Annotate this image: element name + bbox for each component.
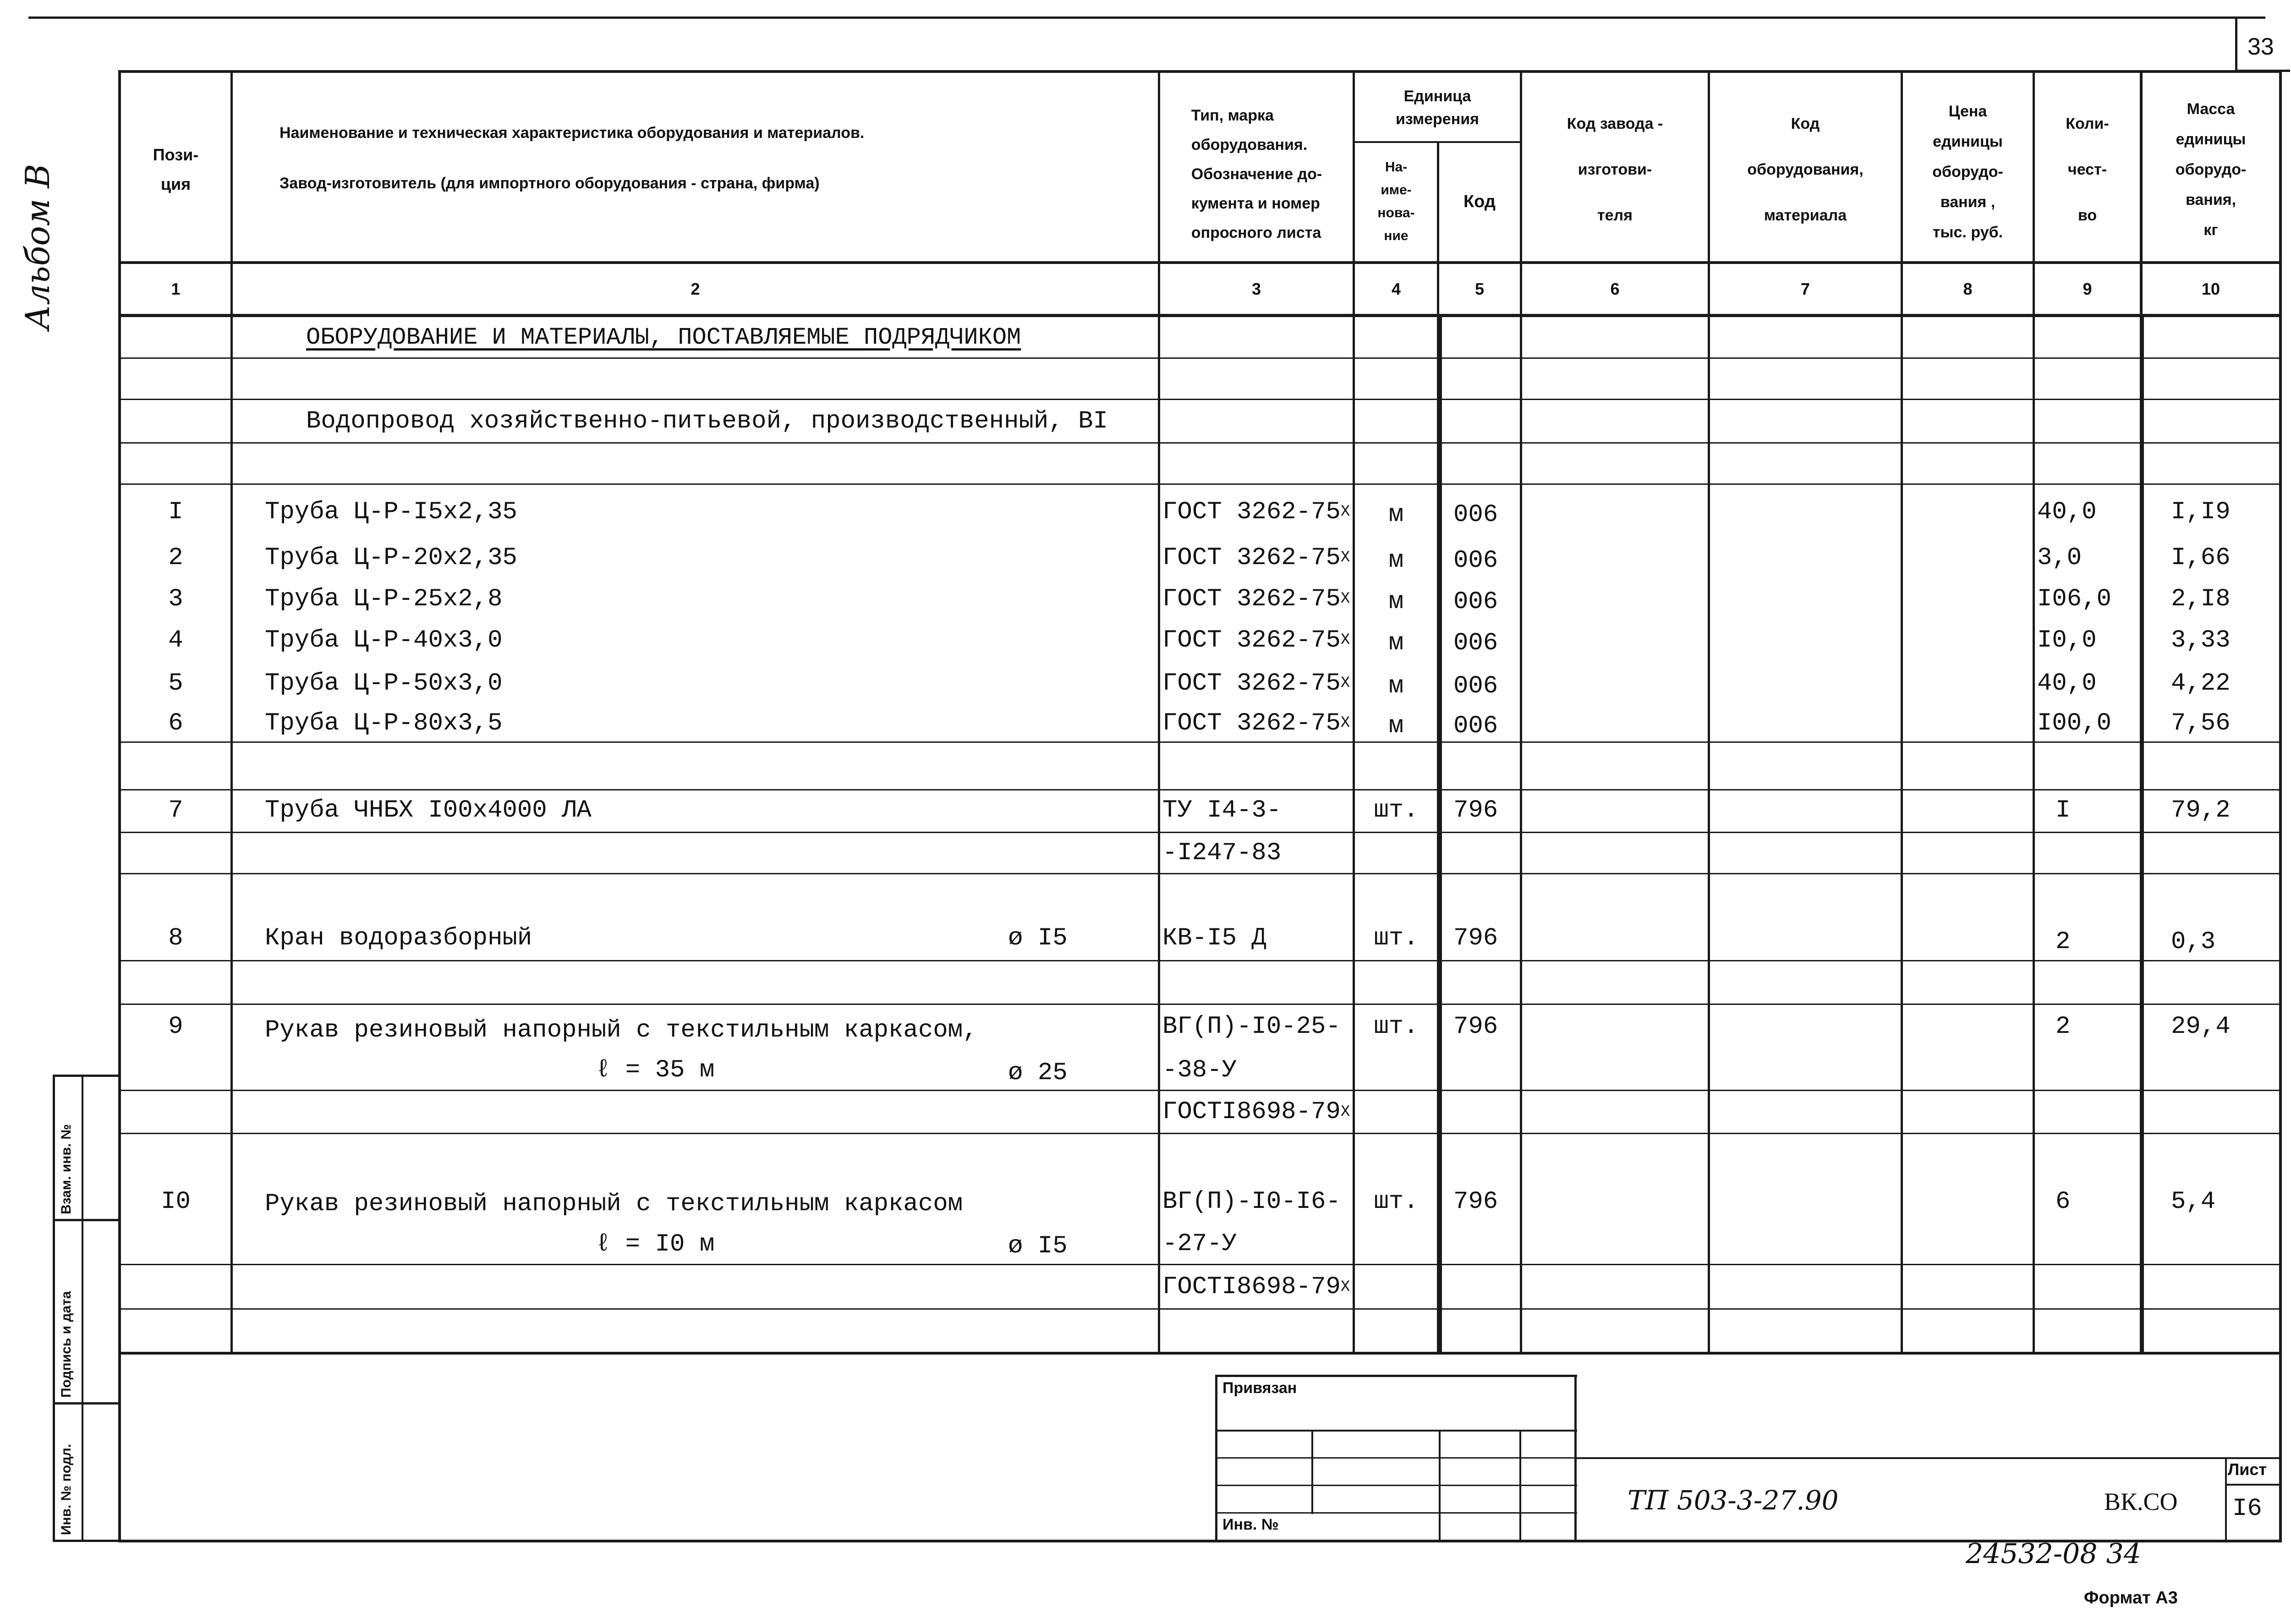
row-unit: м	[1388, 712, 1404, 740]
row-code: 796	[1453, 1012, 1498, 1041]
section-title: ОБОРУДОВАНИЕ И МАТЕРИАЛЫ, ПОСТАВЛЯЕМЫЕ ПОДРЯДЧИКОМ	[306, 324, 1021, 351]
row-quantity: I	[2055, 796, 2071, 824]
row-type: ГОСТ 3262-75 X	[1162, 585, 1350, 613]
row-unit: м	[1388, 672, 1404, 700]
row-code: 006	[1453, 546, 1498, 575]
row-type-cont: -38-У	[1162, 1056, 1237, 1084]
side-label-original-inv: Инв. № подл.	[59, 1443, 74, 1535]
row-position: 8	[168, 924, 183, 952]
row-quantity: 40,0	[2037, 498, 2097, 526]
row-name: Труба Ц-Р-25x2,8	[265, 585, 503, 613]
header-price: Цена единицы оборудо- вания , тыс. руб.	[1932, 103, 2003, 241]
row-mass: 29,4	[2171, 1012, 2231, 1041]
row-mass: 3,33	[2171, 626, 2231, 654]
row-position: I	[168, 498, 183, 526]
album-label: Альбом В	[18, 164, 57, 330]
row-length: ℓ = 35 м	[596, 1056, 715, 1084]
page-number-box-left	[2235, 16, 2237, 71]
sheet-label: Лист	[2228, 1460, 2267, 1479]
row-quantity: 3,0	[2037, 543, 2082, 572]
column-number: 4	[1391, 279, 1401, 298]
row-name: Кран водоразборный	[265, 924, 532, 952]
archive-number: 24532-08 34	[1966, 1538, 2141, 1570]
row-name: Труба Ц-Р-40x3,0	[265, 626, 503, 654]
header-unit-group: Единица измерения	[1396, 88, 1479, 128]
row-type-gost: ГОСТI8698-79 X	[1162, 1273, 1350, 1301]
row-type: ГОСТ 3262-75 X	[1162, 543, 1350, 572]
header-type: Тип, марка оборудования. Обозначение до- кумента и номер опросного листа	[1191, 107, 1322, 241]
side-label-replaced-inv: Взам. инв. №	[59, 1124, 74, 1214]
row-mass: 0,3	[2171, 928, 2216, 956]
stamp-privyazan: Привязан	[1222, 1379, 1297, 1397]
row-code: 796	[1453, 924, 1498, 952]
sheet-number: I6	[2232, 1495, 2262, 1523]
row-position: 4	[168, 626, 183, 654]
sheet-code: ВК.СО	[2104, 1488, 2178, 1515]
row-code: 006	[1453, 629, 1498, 657]
row-name: Рукав резиновый напорный с текстильным каркасом,	[265, 1016, 978, 1044]
row-quantity: I06,0	[2037, 585, 2112, 613]
row-position: 5	[168, 669, 183, 697]
row-mass: 5,4	[2171, 1188, 2216, 1216]
header-mass: Масса единицы оборудо- вания, кг	[2175, 100, 2247, 239]
row-unit: м	[1388, 500, 1404, 529]
row-code: 006	[1453, 712, 1498, 740]
subsection-title: Водопровод хозяйственно-питьевой, производственный, BI	[306, 407, 1108, 435]
header-name: Наименование и техническая характеристика оборудования и материалов. Завод-изготовитель (для импортного оборудования - страна, фирма)	[280, 124, 865, 192]
row-quantity: I00,0	[2037, 709, 2112, 737]
row-length: ℓ = I0 м	[596, 1230, 715, 1258]
column-number: 3	[1251, 279, 1261, 298]
row-name: Труба Ц-Р-50x3,0	[265, 669, 503, 697]
row-mass: I,I9	[2171, 498, 2231, 526]
row-quantity: I0,0	[2037, 626, 2097, 654]
row-name: Труба Ц-Р-80x3,5	[265, 709, 503, 737]
row-position: 2	[168, 543, 183, 572]
row-type: ТУ I4-3-	[1162, 796, 1282, 824]
row-code: 796	[1453, 796, 1498, 824]
header-factory-code: Код завода - изготови- теля	[1567, 115, 1663, 224]
header-unit-name: На- име- нова- ние	[1377, 159, 1415, 243]
row-quantity: 2	[2055, 928, 2071, 956]
row-diameter: ø I5	[1008, 1232, 1068, 1260]
row-type: КВ-I5 Д	[1162, 924, 1266, 952]
row-code: 796	[1453, 1188, 1498, 1216]
row-unit: м	[1388, 587, 1404, 616]
row-type: ВГ(П)-I0-I6-	[1162, 1188, 1341, 1216]
stamp-inv-no: Инв. №	[1222, 1516, 1279, 1533]
row-name: Труба ЧНБХ I00x4000 ЛА	[265, 796, 592, 824]
row-unit: шт.	[1374, 796, 1419, 824]
row-type-cont: -27-У	[1162, 1229, 1237, 1258]
row-type: ГОСТ 3262-75 X	[1162, 626, 1350, 654]
header-unit-code: Код	[1463, 192, 1496, 211]
column-number: 8	[1963, 279, 1973, 298]
row-mass: 7,56	[2171, 709, 2231, 737]
row-position: 6	[168, 709, 183, 737]
row-quantity: 6	[2055, 1188, 2071, 1216]
row-mass: 4,22	[2171, 669, 2231, 697]
top-rule	[28, 16, 2265, 19]
row-type: ГОСТ 3262-75 X	[1162, 669, 1350, 697]
row-type-cont: -I247-83	[1162, 839, 1282, 867]
row-name: Труба Ц-Р-20x2,35	[265, 543, 517, 572]
row-quantity: 40,0	[2037, 669, 2097, 697]
document-code: ТП 503-3-27.90	[1628, 1485, 1839, 1516]
row-position: 3	[168, 585, 183, 613]
row-unit: м	[1388, 629, 1404, 657]
row-type: ГОСТ 3262-75 X	[1162, 498, 1350, 526]
row-mass: 79,2	[2171, 796, 2231, 824]
row-type: ГОСТ 3262-75 X	[1162, 709, 1350, 737]
row-quantity: 2	[2055, 1012, 2071, 1041]
row-mass: 2,I8	[2171, 585, 2231, 613]
column-number: 2	[691, 279, 700, 298]
row-unit: шт.	[1374, 1188, 1419, 1216]
row-position: 7	[168, 796, 183, 824]
column-number: 10	[2201, 279, 2220, 298]
column-number: 6	[1610, 279, 1620, 298]
row-unit: м	[1388, 546, 1404, 575]
row-name: Труба Ц-Р-I5x2,35	[265, 498, 517, 526]
row-mass: I,66	[2171, 543, 2231, 572]
format-label: Формат А3	[2084, 1588, 2178, 1608]
row-code: 006	[1453, 587, 1498, 616]
row-name: Рукав резиновый напорный с текстильным каркасом	[265, 1190, 963, 1218]
row-unit: шт.	[1374, 1012, 1419, 1041]
header-equipment-code: Код оборудования, материала	[1747, 115, 1863, 224]
column-number: 1	[171, 279, 181, 298]
row-position: I0	[161, 1188, 191, 1216]
row-type: ВГ(П)-I0-25-	[1162, 1012, 1341, 1041]
row-diameter: ø 25	[1008, 1059, 1068, 1087]
side-label-signature-date: Подпись и дата	[59, 1291, 74, 1398]
column-number: 5	[1474, 279, 1485, 298]
row-unit: шт.	[1374, 924, 1419, 952]
row-diameter: ø I5	[1008, 924, 1068, 952]
header-quantity: Коли- чест- во	[2066, 115, 2109, 224]
page-number: 33	[2247, 33, 2274, 60]
row-code: 006	[1453, 500, 1498, 529]
row-type-gost: ГОСТI8698-79 X	[1162, 1098, 1350, 1126]
row-position: 9	[168, 1012, 183, 1041]
column-number: 9	[2083, 279, 2092, 298]
header-position: Пози- ция	[153, 145, 199, 193]
row-code: 006	[1453, 672, 1498, 700]
column-number: 7	[1800, 279, 1810, 298]
